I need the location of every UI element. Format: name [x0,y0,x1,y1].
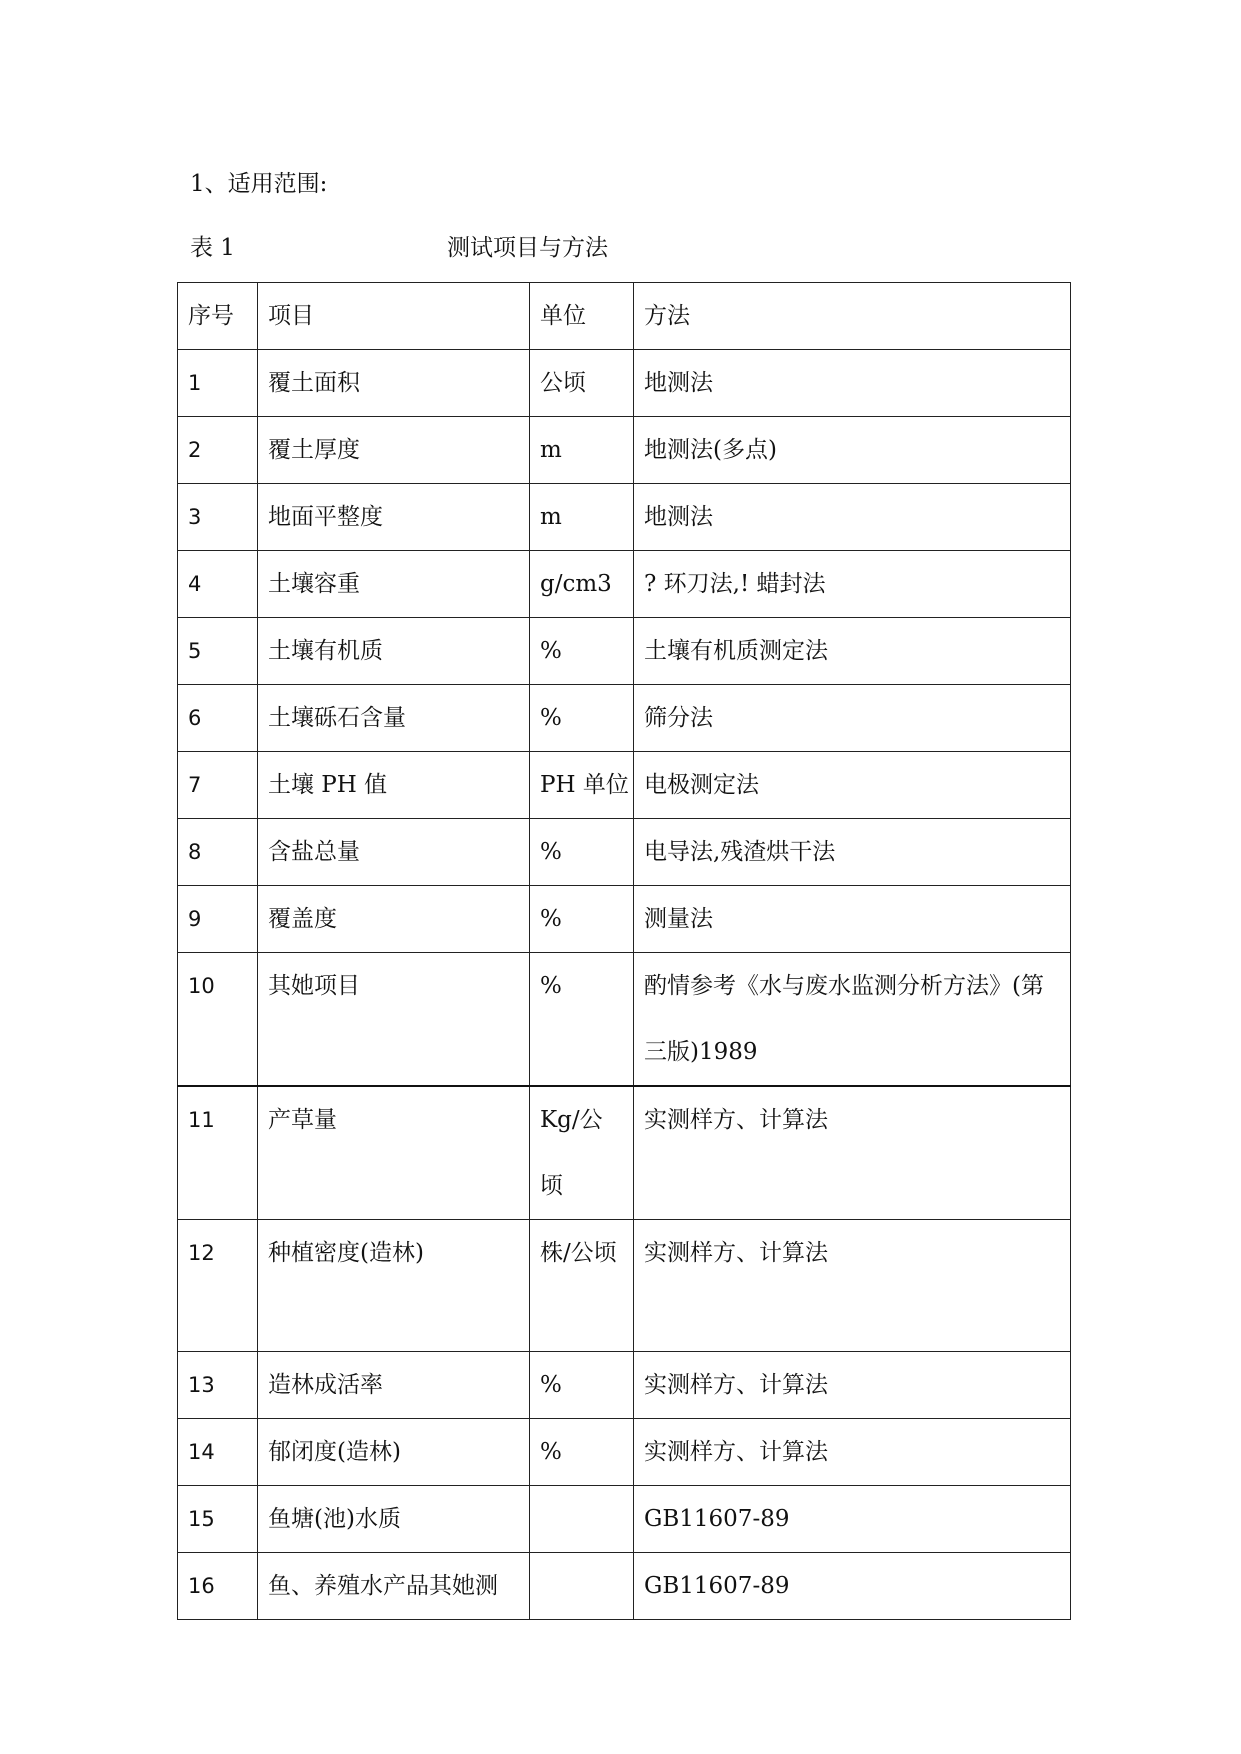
table-row [178,819,1071,886]
cell-method: 实测样方、计算法 [634,1352,1071,1419]
table-label: 表 1 [190,235,235,261]
table-row [178,1220,1071,1352]
cell-method: ? 环刀法,! 蜡封法 [634,551,1071,618]
table-caption: 测试项目与方法 [447,235,608,261]
cell-number: 13 [178,1352,258,1419]
table-row [178,417,1071,484]
cell-method: 实测样方、计算法 [634,1086,1071,1220]
cell-number: 6 [178,685,258,752]
table-row [178,551,1071,618]
cell-method: GB11607-89 [634,1553,1071,1620]
section-heading: 1、适用范围: [190,171,328,197]
methods-table [177,282,1071,1620]
table-row [178,752,1071,819]
header-unit: 单位 [530,283,634,350]
cell-item: 土壤容重 [258,551,530,618]
cell-method: 地测法 [634,350,1071,417]
cell-number: 8 [178,819,258,886]
table-row [178,1553,1071,1620]
cell-number: 1 [178,350,258,417]
cell-item: 造林成活率 [258,1352,530,1419]
cell-unit: % [530,886,634,953]
table-row [178,886,1071,953]
cell-method: 电极测定法 [634,752,1071,819]
cell-unit [530,1553,634,1620]
cell-item: 地面平整度 [258,484,530,551]
table-row [178,953,1071,1087]
header-item: 项目 [258,283,530,350]
cell-item: 覆土厚度 [258,417,530,484]
cell-method: 测量法 [634,886,1071,953]
table-row [178,350,1071,417]
cell-number: 10 [178,953,258,1087]
cell-unit: % [530,1419,634,1486]
cell-number: 7 [178,752,258,819]
cell-item: 鱼塘(池)水质 [258,1486,530,1553]
cell-item: 郁闭度(造林) [258,1419,530,1486]
cell-number: 3 [178,484,258,551]
cell-unit: % [530,685,634,752]
cell-item: 含盐总量 [258,819,530,886]
table-row [178,484,1071,551]
cell-item: 土壤有机质 [258,618,530,685]
table-row [178,1419,1071,1486]
cell-item: 鱼、养殖水产品其她测 [258,1553,530,1620]
cell-number: 16 [178,1553,258,1620]
cell-unit: % [530,618,634,685]
cell-item: 种植密度(造林) [258,1220,530,1352]
cell-number: 9 [178,886,258,953]
table-header-row [178,283,1071,350]
cell-unit: % [530,1352,634,1419]
cell-unit: PH 单位 [530,752,634,819]
table-row [178,618,1071,685]
cell-unit: g/cm3 [530,551,634,618]
cell-method: 地测法(多点) [634,417,1071,484]
cell-item: 土壤砾石含量 [258,685,530,752]
cell-unit [530,1486,634,1553]
cell-method: GB11607-89 [634,1486,1071,1553]
cell-number: 12 [178,1220,258,1352]
table-row [178,1352,1071,1419]
cell-unit: Kg/公顷 [530,1086,634,1220]
cell-item: 产草量 [258,1086,530,1220]
cell-item: 其她项目 [258,953,530,1087]
table-row [178,685,1071,752]
cell-unit: m [530,484,634,551]
cell-unit: 株/公顷 [530,1220,634,1352]
cell-method: 电导法,残渣烘干法 [634,819,1071,886]
table-row [178,1086,1071,1220]
cell-method: 土壤有机质测定法 [634,618,1071,685]
header-number: 序号 [178,283,258,350]
cell-item: 覆盖度 [258,886,530,953]
cell-unit: 公顷 [530,350,634,417]
cell-unit: m [530,417,634,484]
table-row [178,1486,1071,1553]
cell-method: 筛分法 [634,685,1071,752]
cell-unit: % [530,953,634,1087]
cell-item: 覆土面积 [258,350,530,417]
cell-number: 11 [178,1086,258,1220]
cell-number: 4 [178,551,258,618]
header-method: 方法 [634,283,1071,350]
cell-method: 实测样方、计算法 [634,1419,1071,1486]
cell-method: 地测法 [634,484,1071,551]
cell-method: 酌情参考《水与废水监测分析方法》(第三版)1989 [634,953,1071,1087]
cell-method: 实测样方、计算法 [634,1220,1071,1352]
cell-number: 2 [178,417,258,484]
cell-unit: % [530,819,634,886]
cell-number: 15 [178,1486,258,1553]
cell-number: 5 [178,618,258,685]
cell-item: 土壤 PH 值 [258,752,530,819]
cell-number: 14 [178,1419,258,1486]
